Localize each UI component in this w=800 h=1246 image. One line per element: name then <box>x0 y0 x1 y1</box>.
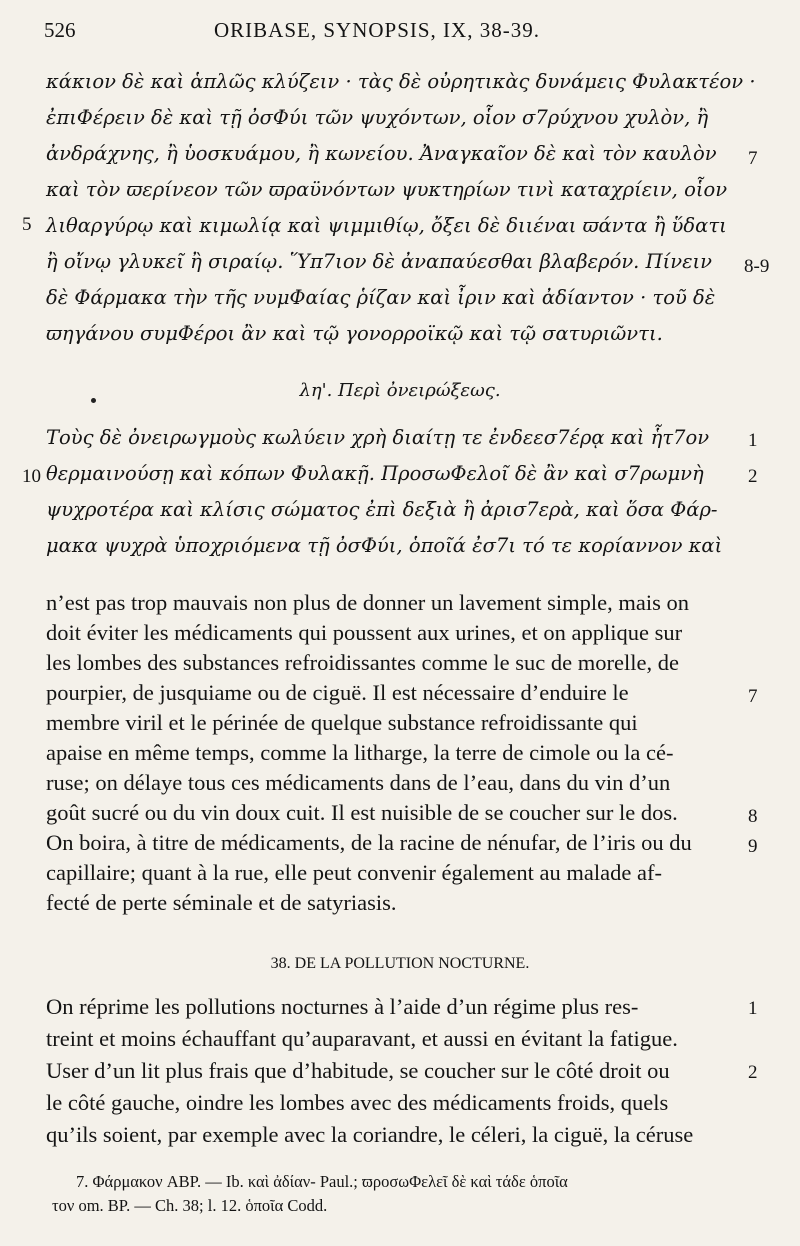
greek-line: μακα ψυχρὰ ὑποχριόμενα τῇ ὀσΦύι, ὁποῖά ἐσ7ι τό τε κορίαννον καὶ <box>46 534 723 557</box>
page-header <box>44 18 754 54</box>
margin-line-number: 7 <box>748 148 758 169</box>
greek-line: Τοὺς δὲ ὀνειρωγμοὺς κωλύειν χρὴ διαίτῃ τε ἐνδεεσ7έρᾳ καὶ ἧτ7ον <box>46 426 710 449</box>
french-line: doit éviter les médicaments qui poussent aux urines, et on applique sur <box>46 620 683 645</box>
greek-line: δὲ Φάρμακα τὴν τῆς νυμΦαίας ῥίζαν καὶ ἶριν καὶ ἀδίαντον · τοῦ δὲ <box>46 286 716 309</box>
margin-line-number: 8 <box>748 806 758 827</box>
french-line: ruse; on délaye tous ces médicaments dans de l’eau, dans du vin d’un <box>46 770 671 795</box>
margin-line-number: 8-9 <box>744 256 770 277</box>
margin-line-number: 5 <box>22 214 32 235</box>
margin-line-number: 2 <box>748 1062 758 1083</box>
margin-line-number: 9 <box>748 836 758 857</box>
footnote-line: 7. Φάρμακον ABP. — Ib. καὶ ἀδίαν- Paul.; ϖροσωΦελεῖ δὲ καὶ τάδε ὁποῖα <box>76 1172 568 1191</box>
ink-dot <box>91 398 96 403</box>
french-line: fecté de perte séminale et de satyriasis. <box>46 890 397 915</box>
page-number: 526 <box>44 18 76 42</box>
french-line: goût sucré ou du vin doux cuit. Il est nuisible de se coucher sur le dos. <box>46 800 678 825</box>
french-line: On réprime les pollutions nocturnes à l’aide d’un régime plus res- <box>46 994 639 1019</box>
margin-line-number: 7 <box>748 686 758 707</box>
margin-line-number: 2 <box>748 466 758 487</box>
french-line: treint et moins échauffant qu’auparavant, et aussi en évitant la fatigue. <box>46 1026 678 1051</box>
french-line: n’est pas trop mauvais non plus de donner un lavement simple, mais on <box>46 590 690 615</box>
greek-line: θερμαινούσῃ καὶ κόπων Φυλακῇ. ΠροσωΦελοῖ δὲ ἂν καὶ σ7ρωμνὴ <box>46 462 704 485</box>
footnote-line: τον om. BP. — Ch. 38; l. 12. ὁποῖα Codd. <box>52 1196 328 1215</box>
french-line: les lombes des substances refroidissantes comme le suc de morelle, de <box>46 650 679 675</box>
greek-section-heading: λη'. Περὶ ὀνειρώξεως. <box>299 380 501 401</box>
french-line: pourpier, de jusquiame ou de ciguë. Il est nécessaire d’enduire le <box>46 680 629 705</box>
margin-line-number: 1 <box>748 430 758 451</box>
greek-line: ἢ οἴνῳ γλυκεῖ ἢ σιραίῳ. Ὕπ7ιον δὲ ἀναπαύεσθαι βλαβερόν. Πίνειν <box>46 250 713 273</box>
greek-line: κάκιον δὲ καὶ ἁπλῶς κλύζειν · τὰς δὲ οὐρητικὰς δυνάμεις Φυλακτέον · <box>46 70 756 93</box>
greek-line: ἀνδράχνης, ἢ ὑοσκυάμου, ἢ κωνείου. Ἀναγκαῖον δὲ καὶ τὸν καυλὸν <box>46 142 717 165</box>
french-line: le côté gauche, oindre les lombes avec des médicaments froids, quels <box>46 1090 669 1115</box>
greek-line: ϖηγάνου συμΦέροι ἂν καὶ τῷ γονορροϊκῷ καὶ τῷ σατυριῶντι. <box>46 322 663 345</box>
french-line: On boira, à titre de médicaments, de la racine de nénufar, de l’iris ou du <box>46 830 692 855</box>
greek-line: λιθαργύρῳ καὶ κιμωλίᾳ καὶ ψιμμιθίῳ, ὄξει δὲ διιέναι ϖάντα ἢ ὕδατι <box>46 214 727 237</box>
french-line: User d’un lit plus frais que d’habitude, se coucher sur le côté droit ou <box>46 1058 670 1083</box>
margin-line-number: 10 <box>22 466 41 487</box>
french-line: apaise en même temps, comme la litharge, la terre de cimole ou la cé- <box>46 740 674 765</box>
greek-line: καὶ τὸν ϖερίνεον τῶν ϖραϋνόντων ψυκτηρίων τινὶ καταχρίειν, οἷον <box>46 178 728 201</box>
french-line: capillaire; quant à la rue, elle peut convenir également au malade af- <box>46 860 662 885</box>
running-title: ORIBASE, SYNOPSIS, IX, 38-39. <box>214 18 540 42</box>
french-section-heading: 38. DE LA POLLUTION NOCTURNE. <box>270 955 530 972</box>
french-line: qu’ils soient, par exemple avec la coriandre, le céleri, la ciguë, la céruse <box>46 1122 694 1147</box>
greek-line: ψυχροτέρα καὶ κλίσις σώματος ἐπὶ δεξιὰ ἢ ἀρισ7ερὰ, καὶ ὅσα Φάρ- <box>46 498 718 521</box>
greek-line: ἐπιΦέρειν δὲ καὶ τῇ ὀσΦύι τῶν ψυχόντων, οἷον σ7ρύχνου χυλὸν, ἢ <box>46 106 709 129</box>
margin-line-number: 1 <box>748 998 758 1019</box>
french-line: membre viril et le périnée de quelque substance refroidissante qui <box>46 710 638 735</box>
